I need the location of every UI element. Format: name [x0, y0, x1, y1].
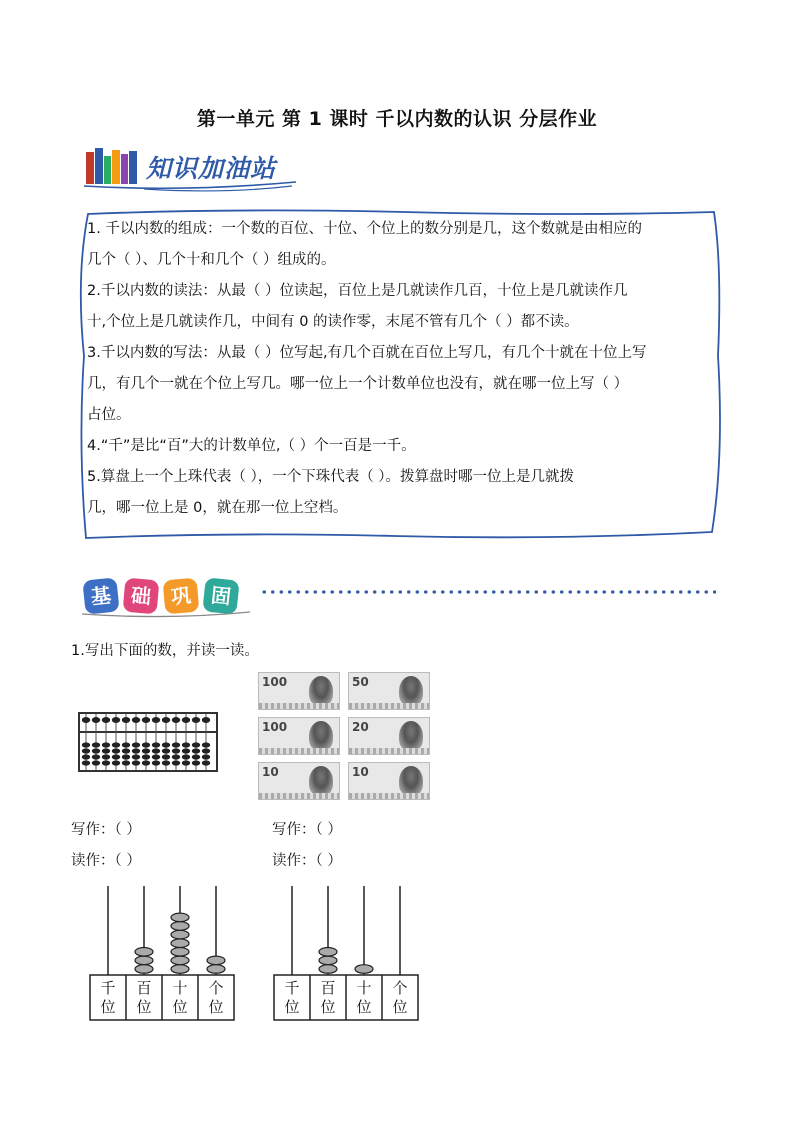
right-frame-place-label: 位	[320, 998, 336, 1016]
right-frame-place-label: 位	[284, 998, 300, 1016]
basics-char-4: 固	[202, 577, 239, 614]
right-frame-place-label: 位	[356, 998, 372, 1016]
knowledge-line-3: 2.千以内数的读法：从最（ ）位读起，百位上是几就读作几百，十位上是几就读作几	[87, 283, 628, 299]
banner-underline	[78, 610, 254, 620]
left-frame-place-label: 百	[136, 979, 152, 997]
right-frame-place-label: 个	[392, 979, 408, 997]
banknote-50: 50	[348, 672, 430, 710]
left-frame-bead	[207, 956, 225, 965]
right-frame-place-label: 十	[356, 979, 372, 997]
left-frame-place-label: 千	[100, 979, 116, 997]
knowledge-line-6: 几，有几个一就在个位上写几。哪一位上一个计数单位也没有，就在哪一位上写（ ）	[87, 376, 629, 392]
money-picture	[254, 670, 434, 804]
right-frame-place-label: 位	[392, 998, 408, 1016]
banknote-100: 100	[258, 672, 340, 710]
dotted-divider	[260, 590, 716, 594]
left-frame-bead	[207, 965, 225, 974]
right-frame-bead	[355, 965, 373, 974]
knowledge-line-5: 3.千以内数的写法：从最（ ）位写起,有几个百就在百位上写几，有几个十就在十位上写	[87, 345, 647, 361]
left-frame-bead	[135, 965, 153, 974]
question-1-prompt: 1.写出下面的数，并读一读。	[71, 643, 259, 659]
knowledge-line-9: 5.算盘上一个上珠代表（ ），一个下珠代表（ ）。拨算盘时哪一位上是几就拨	[87, 469, 575, 485]
knowledge-line-8: 4.“千”是比“百”大的计数单位,（ ）个一百是一千。	[87, 438, 416, 454]
left-frame-place-label: 十	[172, 979, 188, 997]
knowledge-line-7: 占位。	[87, 407, 131, 423]
knowledge-header: 知识加油站	[146, 154, 277, 183]
page-title: 第一单元 第 1 课时 千以内数的认识 分层作业	[196, 108, 598, 130]
banknote-100: 100	[258, 717, 340, 755]
right-frame-place-label: 千	[284, 979, 300, 997]
right-frame-bead	[319, 956, 337, 965]
write-answer-left: 写作：（ ）	[71, 822, 141, 838]
knowledge-line-1: 1. 千以内数的组成：一个数的百位、十位、个位上的数分别是几，这个数就是由相应的	[87, 221, 642, 237]
banknote-20: 20	[348, 717, 430, 755]
counting-frame-left	[78, 878, 248, 1028]
banknote-10: 10	[348, 762, 430, 800]
knowledge-line-4: 十,个位上是几就读作几，中间有 0 的读作零，末尾不管有几个（ ）都不读。	[87, 314, 579, 330]
left-frame-place-label: 位	[208, 998, 224, 1016]
knowledge-line-2: 几个（ ）、几个十和几个（ ）组成的。	[87, 252, 336, 268]
left-frame-bead	[171, 913, 189, 922]
banknote-10: 10	[258, 762, 340, 800]
left-frame-place-label: 位	[172, 998, 188, 1016]
left-frame-place-label: 个	[208, 979, 224, 997]
basics-banner	[78, 570, 718, 620]
read-answer-right: 读作：（ ）	[272, 853, 342, 869]
left-frame-bead	[171, 939, 189, 948]
left-frame-bead	[135, 948, 153, 957]
right-frame-bead	[319, 948, 337, 957]
left-frame-place-label: 位	[100, 998, 116, 1016]
read-answer-left: 读作：（ ）	[71, 853, 141, 869]
abacus-picture	[78, 712, 218, 772]
write-answer-right: 写作：（ ）	[272, 822, 342, 838]
left-frame-bead	[171, 930, 189, 939]
left-frame-place-label: 位	[136, 998, 152, 1016]
basics-char-3: 巩	[163, 578, 200, 615]
left-frame-bead	[171, 965, 189, 974]
knowledge-line-10: 几，哪一位上是 0，就在那一位上空档。	[87, 500, 348, 516]
right-frame-bead	[319, 965, 337, 974]
left-frame-bead	[171, 956, 189, 965]
left-frame-bead	[171, 948, 189, 957]
left-frame-bead	[171, 922, 189, 931]
basics-char-2: 础	[123, 578, 160, 615]
right-frame-place-label: 百	[320, 979, 336, 997]
counting-frame-right	[262, 878, 432, 1028]
basics-char-1: 基	[82, 577, 119, 614]
left-frame-bead	[135, 956, 153, 965]
